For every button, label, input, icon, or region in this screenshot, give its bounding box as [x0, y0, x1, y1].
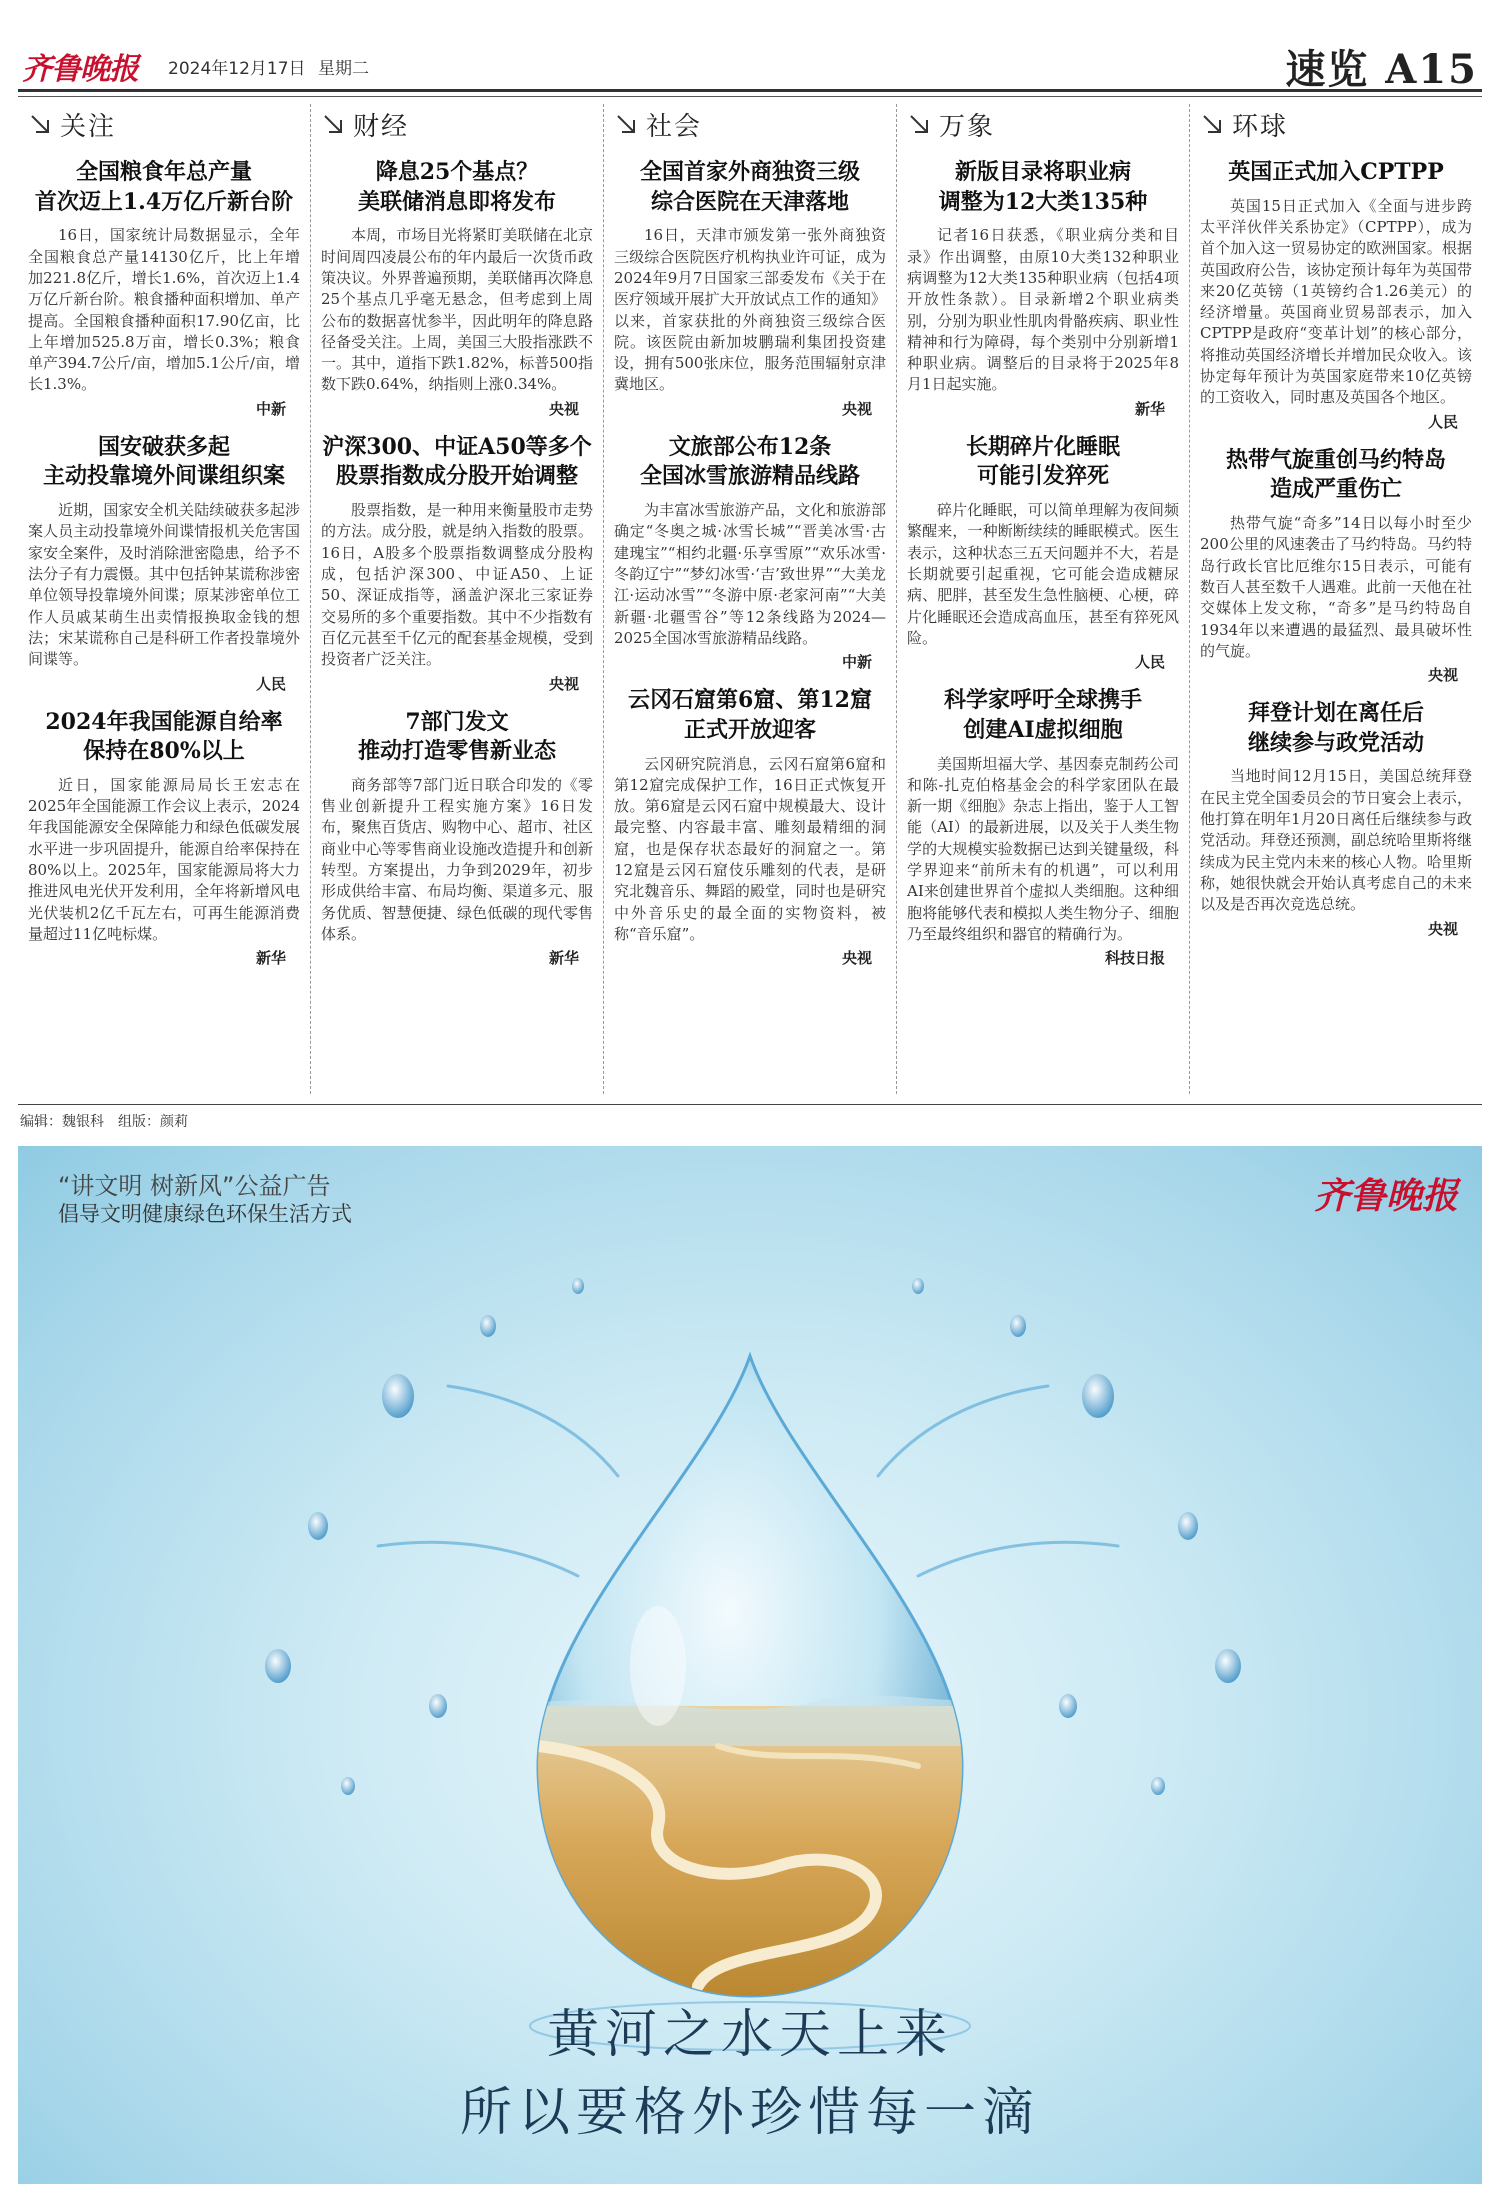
column-title: 社会	[646, 111, 703, 142]
corner-arrow-icon	[614, 112, 638, 136]
article	[321, 433, 593, 694]
article-headline	[321, 158, 593, 217]
article-headline	[614, 433, 886, 492]
article-text: 近期，国家安全机关陆续破获多起涉案人员主动投靠境外间谍情报机关危害国家安全案件，及时消除泄密隐患，给予不法分子有力震慑。其中包括钟某谎称涉密单位领导投靠境外间谍；原某涉密单位工作人员戚某萌生出卖情报换取金钱的想法；宋某谎称自己是科研工作者投靠境外间谍等。	[28, 501, 300, 669]
article-body	[321, 500, 593, 670]
article-byline: 人民	[1134, 653, 1165, 672]
article-text: 云冈研究院消息，云冈石窟第6窟和第12窟完成保护工作，16日正式恢复开放。第6窟是云冈石窟中规模最大、设计最完整、内容最丰富、雕刻最精细的洞窟，也是保存状态最好的洞窟之一。第12窟是云冈石窟伎乐雕刻的代表，是研究北魏音乐、舞蹈的殿堂，同时也是研究中外音乐史的最全面的实物资料，被称“音乐窟”。	[614, 754, 886, 943]
article-byline: 新华	[1134, 399, 1165, 418]
column-header	[614, 104, 886, 144]
article-grid	[18, 104, 1482, 1094]
headline-line: 国安破获多起	[97, 433, 230, 460]
article	[614, 686, 886, 968]
headline-line: 股票指数成分股开始调整	[335, 463, 578, 490]
article-byline: 人民	[1427, 412, 1458, 431]
column-1	[18, 104, 311, 1094]
article-text: 美国斯坦福大学、基因泰克制药公司和陈-扎克伯格基金会的科学家团队在最新一期《细胞》杂志上指出，鉴于人工智能（AI）的最新进展，以及关于人类生物学的大规模实验数据已达到关键量级，科学界迎来“前所未有的机遇”，可以利用AI来创建世界首个虚拟人类细胞。这种细胞将能够代表和模拟人类生物分子、细胞乃至最终组织和器官的精确行为。	[907, 754, 1179, 943]
section-title: 速览 A15	[1285, 46, 1478, 93]
headline-line: 全国冰雪旅游精品线路	[639, 463, 860, 490]
article-byline: 央视	[548, 674, 579, 693]
headline-line: 综合医院在天津落地	[650, 188, 849, 215]
article-text: 近日，国家能源局局长王宏志在2025年全国能源工作会议上表示，2024年我国能源安全保障能力和绿色低碳发展水平进一步巩固提升，能源自给率保持在80%以上。2025年，国家能源局将大力推进风电光伏开发利用，全年将新增风电光伏装机2亿千瓦左右，可再生能源消费量超过11亿吨标煤。	[28, 775, 300, 943]
headline-line: 文旅部公布12条	[668, 433, 832, 460]
article-text: 当地时间12月15日，美国总统拜登在民主党全国委员会的节日宴会上表示，他打算在明年1月20日离任后继续参与政党活动。拜登还预测，副总统哈里斯将继续成为民主党内未来的核心人物。哈里斯称，她很快就会开始认真考虑自己的未来以及是否再次竞选总统。	[1200, 767, 1472, 914]
headline-line: 新版目录将职业病	[954, 159, 1131, 185]
column-title: 财经	[353, 111, 410, 142]
article-body	[614, 225, 886, 395]
headline-line: 调整为12大类135种	[938, 188, 1148, 215]
headline-line: 全国粮食年总产量	[75, 159, 252, 185]
headline-line: 保持在80%以上	[83, 738, 245, 765]
yellow-river-landscape	[518, 1695, 978, 2006]
article	[907, 158, 1179, 419]
article-headline	[1200, 446, 1472, 505]
article-byline: 新华	[548, 949, 579, 968]
article	[1200, 699, 1472, 938]
headline-line: 正式开放迎客	[683, 716, 816, 743]
article-body	[907, 754, 1179, 946]
headline-line: 降息25个基点？	[375, 159, 539, 185]
article-text: 记者16日获悉，《职业病分类和目录》作出调整，由原10大类132种职业病调整为12大类135种职业病（包括4项开放性条款）。目录新增2个职业病类别，分别为职业性肌肉骨骼疾病、职业性精神和行为障碍，每个类别中分别新增1种职业病。调整后的目录将于2025年8月1日起实施。	[907, 226, 1179, 394]
article	[28, 158, 300, 419]
column-header	[1200, 104, 1472, 144]
article-headline	[907, 686, 1179, 745]
headline-line: 长期碎片化睡眠	[965, 433, 1120, 460]
column-title: 关注	[60, 111, 117, 142]
column-header	[28, 104, 300, 144]
article-text: 为丰富冰雪旅游产品，文化和旅游部确定“冬奥之城·冰雪长城”“晋美冰雪·古建瑰宝”“相约北疆·乐享雪原”“欢乐冰雪·冬韵辽宁”“梦幻冰雪·‘吉’致世界”“大美龙江·运动冰雪”“冬游中原·老家河南”“大美新疆·北疆雪谷”等12条线路为2024—2025全国冰雪旅游精品线路。	[614, 501, 886, 647]
corner-arrow-icon	[321, 112, 345, 136]
headline-line: 创建AI虚拟细胞	[963, 716, 1123, 743]
ad-slogan-line1: 黄河之水天上来	[546, 2005, 953, 2065]
article	[1200, 158, 1472, 432]
article-text: 16日，国家统计局数据显示，全年全国粮食总产量14130亿斤，比上年增加221.8亿斤，增长1.6%，首次迈上1.4万亿斤新台阶。粮食播种面积增加、单产提高。全国粮食播种面积17.90亿亩，比上年增加525.8万亩，增长0.3%；粮食单产394.7公斤/亩，增加5.1公斤/亩，增长1.3%。	[28, 226, 300, 394]
column-3	[604, 104, 897, 1094]
article-headline	[1200, 158, 1472, 188]
article-headline	[28, 708, 300, 767]
headline-line: 热带气旋重创马约特岛	[1225, 446, 1446, 473]
headline-line: 英国正式加入CPTPP	[1228, 159, 1444, 185]
ad-title: “讲文明 树新风”公益广告	[58, 1172, 331, 1200]
article-byline: 人民	[255, 674, 286, 693]
column-header	[321, 104, 593, 144]
public-service-ad	[18, 1146, 1482, 2184]
article-body	[28, 500, 300, 670]
article-text: 英国15日正式加入《全面与进步跨太平洋伙伴关系协定》（CPTPP），成为首个加入这一贸易协定的欧洲国家。根据英国政府公告，该协定预计每年为英国带来20亿英镑（1英镑约合1.26美元）的经济增量。英国商业贸易部表示，加入CPTPP是政府“变革计划”的核心部分，将推动英国经济增长并增加民众收入。该协定每年预计为英国家庭带来10亿英镑的工资收入，同时惠及英国各个地区。	[1200, 196, 1472, 407]
headline-line: 全国首家外商独资三级	[639, 159, 860, 185]
article-headline	[28, 433, 300, 492]
headline-line: 造成严重伤亡	[1269, 476, 1402, 503]
article-text: 商务部等7部门近日联合印发的《零售业创新提升工程实施方案》16日发布，聚焦百货店、购物中心、超市、社区商业中心等零售商业设施改造提升和创新转型。方案提出，力争到2029年，初步形成供给丰富、布局均衡、渠道多元、服务优质、智慧便捷、绿色低碳的现代零售体系。	[321, 775, 593, 943]
article-body	[1200, 196, 1472, 409]
headline-line: 拜登计划在离任后	[1247, 700, 1424, 727]
ad-slogan-line2: 所以要格外珍惜每一滴	[459, 2083, 1040, 2143]
article-byline: 央视	[841, 399, 872, 418]
headline-line: 可能引发猝死	[976, 463, 1109, 490]
article-body	[321, 775, 593, 945]
column-4	[897, 104, 1190, 1094]
article-text: 本周，市场目光将紧盯美联储在北京时间周四凌晨公布的年内最后一次货币政策决议。外界普遍预期，美联储再次降息25个基点几乎毫无悬念，但考虑到上周公布的数据喜忧参半，因此明年的降息路径备受关注。上周，美国三大股指涨跌不一。其中，道指下跌1.82%，标普500指数下跌0.64%，纳指则上涨0.34%。	[321, 226, 593, 394]
article-byline: 央视	[548, 399, 579, 418]
article-text: 热带气旋“奇多”14日以每小时至少200公里的风速袭击了马约特岛。马约特岛行政长官比厄维尔15日表示，可能有数百人甚至数千人遇难。此前一天他在社交媒体上发文称，“奇多”是马约特岛自1934年以来遭遇的最猛烈、最具破坏性的气旋。	[1200, 514, 1472, 660]
headline-line: 云冈石窟第6窟、第12窟	[628, 687, 872, 714]
article-byline: 新华	[255, 949, 286, 968]
article-text: 碎片化睡眠，可以简单理解为夜间频繁醒来，一种断断续续的睡眠模式。医生表示，这种状态三五天问题并不大，若是长期就要引起重视，它可能会造成糖尿病、肥胖，甚至发生急性脑梗、心梗，碎片化睡眠还会造成高血压，甚至有猝死风险。	[907, 501, 1179, 647]
article-body	[907, 500, 1179, 649]
article-byline: 中新	[841, 653, 872, 672]
article	[614, 158, 886, 419]
article-headline	[614, 158, 886, 217]
article-headline	[907, 433, 1179, 492]
issue-date: 2024年12月17日	[168, 59, 306, 79]
article-body	[28, 775, 300, 945]
headline-line: 主动投靠境外间谍组织案	[42, 463, 285, 490]
headline-line: 2024年我国能源自给率	[45, 708, 283, 735]
article-byline: 央视	[841, 949, 872, 968]
masthead-rule	[18, 96, 1482, 97]
headline-line: 美联储消息即将发布	[357, 188, 556, 215]
corner-arrow-icon	[907, 112, 931, 136]
masthead	[18, 0, 1482, 92]
editor-credit: 编辑：魏银科 组版：颜莉	[18, 1104, 1482, 1132]
article	[907, 433, 1179, 672]
article-headline	[614, 686, 886, 745]
article-headline	[321, 708, 593, 767]
article	[28, 433, 300, 694]
headline-line: 科学家呼吁全球携手	[943, 687, 1142, 714]
article-byline: 中新	[255, 399, 286, 418]
article-text: 16日，天津市颁发第一张外商独资三级综合医院医疗机构执业许可证，成为2024年9月7日国家三部委发布《关于在医疗领域开展扩大开放试点工作的通知》以来，首家获批的外商独资三级综合医院。该医院由新加坡鹏瑞利集团投资建设，拥有500张床位，服务范围辐射京津冀地区。	[614, 226, 886, 394]
article-byline: 科技日报	[1104, 949, 1165, 968]
column-title: 环球	[1232, 111, 1289, 142]
column-5	[1190, 104, 1482, 1094]
headline-line: 继续参与政党活动	[1247, 729, 1424, 756]
article-byline: 央视	[1427, 666, 1458, 685]
article-byline: 央视	[1427, 919, 1458, 938]
column-2	[311, 104, 604, 1094]
headline-line: 沪深300、中证A50等多个	[322, 433, 592, 460]
article	[907, 686, 1179, 968]
ad-subtitle: 倡导文明健康绿色环保生活方式	[58, 1202, 352, 1226]
article-headline	[28, 158, 300, 217]
corner-arrow-icon	[1200, 112, 1224, 136]
article	[1200, 446, 1472, 685]
article-headline	[1200, 699, 1472, 758]
article-headline	[907, 158, 1179, 217]
article-body	[28, 225, 300, 395]
article-body	[614, 754, 886, 946]
ad-newspaper-logo: 齐鲁晚报	[1313, 1175, 1458, 1217]
column-header	[907, 104, 1179, 144]
headline-line: 7部门发文	[405, 708, 509, 735]
headline-line: 首次迈上1.4万亿斤新台阶	[34, 188, 294, 215]
article	[614, 433, 886, 672]
article	[28, 708, 300, 969]
corner-arrow-icon	[28, 112, 52, 136]
article	[321, 708, 593, 969]
headline-line: 推动打造零售新业态	[357, 738, 556, 765]
newspaper-logo: 齐鲁晚报	[22, 52, 138, 87]
issue-weekday: 星期二	[318, 59, 369, 79]
article-body	[1200, 766, 1472, 915]
article	[321, 158, 593, 419]
article-headline	[321, 433, 593, 492]
article-body	[907, 225, 1179, 395]
drop-highlight	[630, 1606, 686, 1726]
column-title: 万象	[939, 111, 996, 142]
article-body	[614, 500, 886, 649]
article-body	[1200, 513, 1472, 662]
article-body	[321, 225, 593, 395]
article-text: 股票指数，是一种用来衡量股市走势的方法。成分股，就是纳入指数的股票。16日，A股多个股票指数调整成分股构成，包括沪深300、中证A50、上证50、深证成指等，涵盖沪深北三家证券交易所的多个重要指数。其中不少指数有百亿元甚至千亿元的配套基金规模，受到投资者广泛关注。	[321, 501, 593, 669]
